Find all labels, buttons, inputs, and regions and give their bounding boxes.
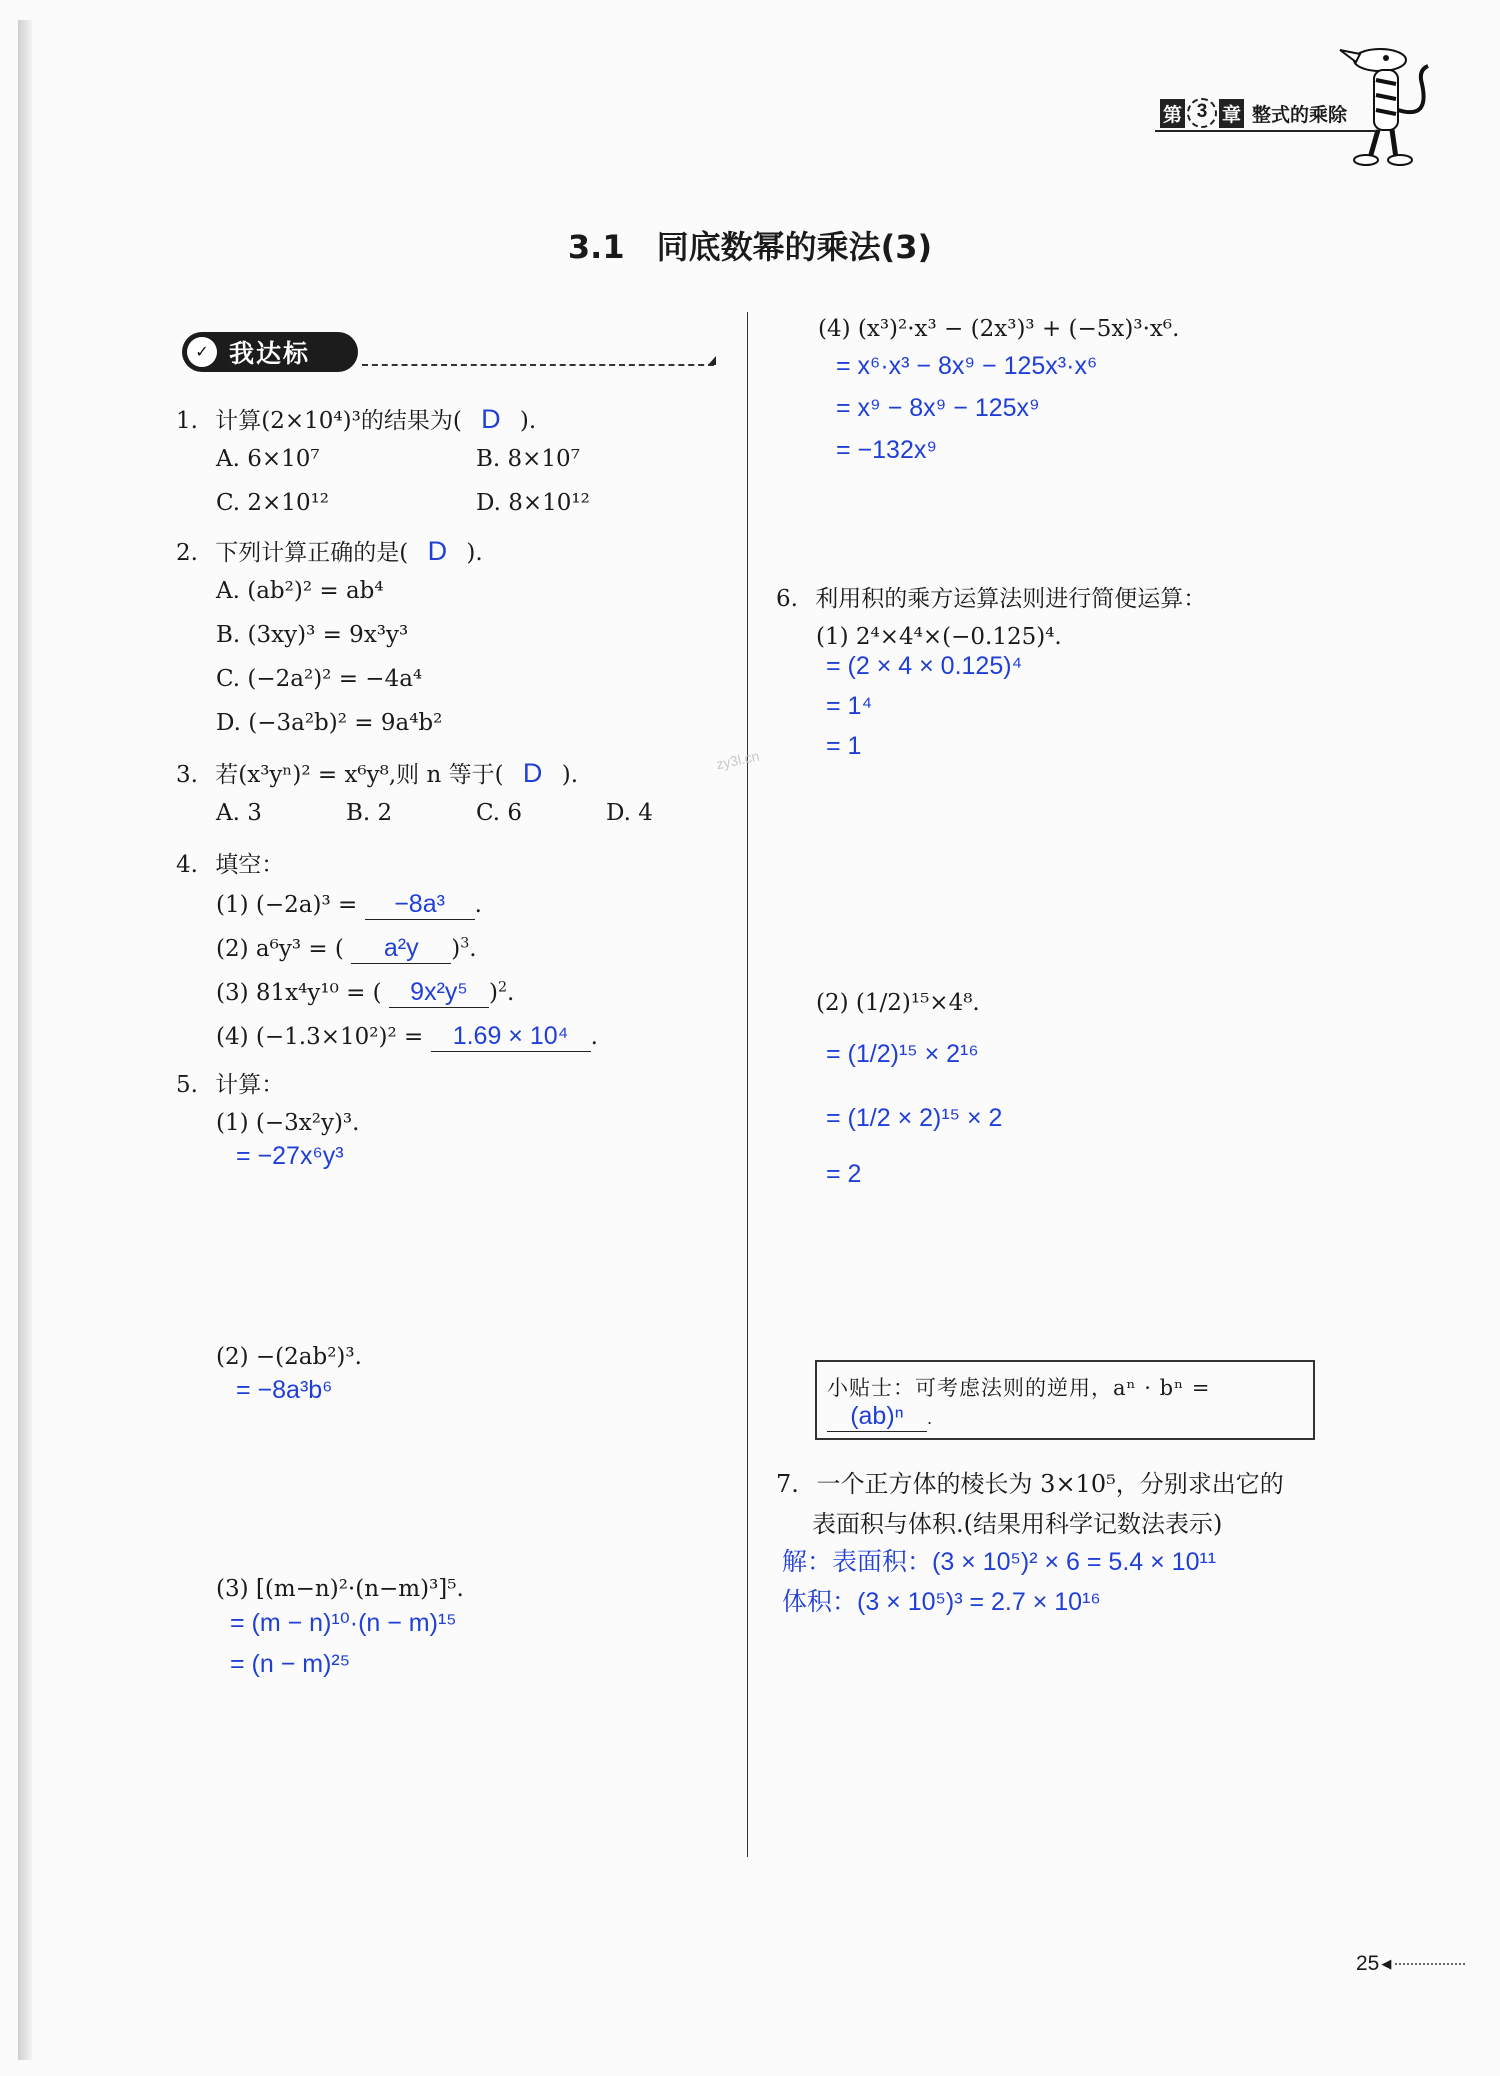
q2-option-b: B. (3xy)³ = 9x³y³ — [216, 622, 409, 648]
question-7 — [776, 1464, 1284, 1499]
q4-item-1: (1) (−2a)³ = −8a³ . — [216, 890, 482, 918]
q1-option-a: A. 6×10⁷ — [216, 446, 320, 472]
q1-option-c: C. 2×10¹² — [216, 490, 330, 516]
page-dash-line — [1395, 1963, 1465, 1965]
q4-item-1-answer: −8a³ — [365, 890, 475, 920]
q5-item-3-answer-line-2: = (n − m)²⁵ — [230, 1650, 351, 1678]
q2-number: 2. — [176, 540, 198, 566]
q2-answer: D — [427, 536, 448, 566]
q4-item-4: (4) (−1.3×10²)² = 1.69 × 10⁴ . — [216, 1022, 598, 1050]
mascot-illustration — [1330, 40, 1440, 170]
q1-option-b: B. 8×10⁷ — [476, 446, 580, 472]
chapter-title: 整式的乘除 — [1252, 104, 1348, 126]
q7-answer-line-2: 体积：(3 × 10⁵)³ = 2.7 × 10¹⁶ — [782, 1588, 1101, 1616]
q4-item-2-text: (2) a⁶y³ = ( — [216, 936, 344, 962]
q3-option-b: B. 2 — [346, 800, 393, 826]
q2-option-a: A. (ab²)² = ab⁴ — [216, 578, 384, 604]
q4-item-3-answer: 9x²y⁵ — [389, 978, 489, 1008]
chapter-header — [1160, 100, 1347, 126]
q3-option-c: C. 6 — [476, 800, 523, 826]
question-6 — [776, 580, 1206, 613]
q4-item-3: (3) 81x⁴y¹⁰ = ( 9x²y⁵ )$^2$. — [216, 978, 515, 1006]
watermark: zy3l.cn — [714, 747, 761, 773]
q4-item-4-text: (4) (−1.3×10²)² = — [216, 1024, 424, 1050]
q4-stem: 填空： — [215, 852, 285, 878]
tip-box — [815, 1360, 1315, 1440]
q6-stem: 利用积的乘方运算法则进行简便运算： — [815, 586, 1207, 612]
q6-number: 6. — [776, 586, 798, 612]
column-divider — [747, 312, 748, 1857]
q2-option-c: C. (−2a²)² = −4a⁴ — [216, 666, 423, 692]
q1-number: 1. — [176, 408, 198, 434]
page-arrow-icon: ◀ — [1381, 1956, 1392, 1971]
q2-stem-end: ). — [466, 540, 483, 566]
q5-item-3: (3) [(m−n)²·(n−m)³]⁵. — [216, 1576, 464, 1602]
q5-item-1: (1) (−3x²y)³. — [216, 1110, 360, 1136]
q3-stem-end: ). — [561, 762, 579, 788]
q4-item-3-text: (3) 81x⁴y¹⁰ = ( — [216, 980, 382, 1006]
q6-item-2-answer-line-1: = (1/2)¹⁵ × 2¹⁶ — [826, 1040, 979, 1068]
q5-item-1-answer: = −27x⁶y³ — [236, 1142, 344, 1170]
q4-item-2: (2) a⁶y³ = ( a²y )$^3$. — [216, 934, 477, 962]
tip-box-answer: (ab)ⁿ — [827, 1402, 927, 1432]
q4-item-2-answer: a²y — [351, 934, 451, 964]
q6-item-1: (1) 2⁴×4⁴×(−0.125)⁴. — [816, 624, 1062, 650]
question-5 — [176, 1066, 284, 1099]
page-number — [1356, 1952, 1465, 1976]
page-title: 3.1 同底数幂的乘法(3) — [567, 228, 933, 266]
page-edge — [18, 20, 32, 2060]
tip-box-label: 小贴士：可考虑法则的逆用，aⁿ · bⁿ = — [827, 1376, 1211, 1400]
q1-answer: D — [481, 404, 501, 434]
q5-stem: 计算： — [215, 1072, 285, 1098]
page-number-value: 25 — [1356, 1952, 1380, 1975]
section-dash-end — [708, 356, 716, 365]
q5-item-4-answer-line-2: = x⁹ − 8x⁹ − 125x⁹ — [836, 394, 1040, 422]
question-2 — [176, 534, 483, 567]
q5-item-3-answer-line-1: = (m − n)¹⁰·(n − m)¹⁵ — [230, 1609, 457, 1637]
q4-item-4-answer: 1.69 × 10⁴ — [431, 1022, 591, 1052]
q1-stem-start: 计算(2×10⁴)³的结果为( — [215, 408, 462, 434]
q3-answer: D — [522, 758, 543, 788]
q6-item-1-answer-line-2: = 1⁴ — [826, 692, 873, 720]
q6-item-2-answer-line-2: = (1/2 × 2)¹⁵ × 2 — [826, 1104, 1003, 1132]
q5-item-4: (4) (x³)²·x³ − (2x³)³ + (−5x)³·x⁶. — [818, 316, 1180, 342]
q4-number: 4. — [176, 852, 198, 878]
section-badge-label: 我达标 — [229, 339, 311, 368]
runner-icon: ✓ — [187, 337, 217, 367]
chapter-number: 3 — [1187, 98, 1217, 128]
tip-box-blank: (ab)ⁿ . — [827, 1402, 932, 1432]
q5-item-4-answer-line-3: = −132x⁹ — [836, 436, 938, 464]
q3-option-a: A. 3 — [216, 800, 262, 826]
section-dash-line — [362, 364, 714, 366]
question-3 — [176, 756, 578, 789]
q6-item-1-answer-line-3: = 1 — [826, 732, 862, 760]
q7-number: 7. — [776, 1470, 799, 1498]
q5-number: 5. — [176, 1072, 198, 1098]
q7-answer-line-1: 解：表面积：(3 × 10⁵)² × 6 = 5.4 × 10¹¹ — [782, 1548, 1217, 1576]
q6-item-1-answer-line-1: = (2 × 4 × 0.125)⁴ — [826, 652, 1023, 680]
q3-option-d: D. 4 — [606, 800, 653, 826]
q2-stem-start: 下列计算正确的是( — [215, 540, 409, 566]
q5-item-4-answer-line-1: = x⁶·x³ − 8x⁹ − 125x³·x⁶ — [836, 352, 1098, 380]
q4-item-1-text: (1) (−2a)³ = — [216, 892, 358, 918]
q5-item-2-answer: = −8a³b⁶ — [236, 1376, 333, 1404]
q6-item-2: (2) (1/2)¹⁵×4⁸. — [816, 990, 980, 1016]
chapter-suffix: 章 — [1219, 99, 1244, 128]
q1-option-d: D. 8×10¹² — [476, 490, 590, 516]
question-4 — [176, 846, 284, 879]
q1-stem-end: ). — [519, 408, 537, 434]
q7-line-2: 表面积与体积.(结果用科学记数法表示) — [812, 1510, 1223, 1538]
q2-option-d: D. (−3a²b)² = 9a⁴b² — [216, 710, 443, 736]
q3-stem-start: 若(x³yⁿ)² = x⁶y⁸,则 n 等于( — [215, 762, 504, 788]
q3-number: 3. — [176, 762, 198, 788]
section-badge — [182, 332, 358, 372]
question-1 — [176, 402, 536, 435]
q5-item-2: (2) −(2ab²)³. — [216, 1344, 362, 1370]
q6-item-2-answer-line-3: = 2 — [826, 1160, 862, 1188]
q7-line-1: 一个正方体的棱长为 3×10⁵，分别求出它的 — [816, 1470, 1284, 1498]
chapter-prefix: 第 — [1160, 99, 1185, 128]
